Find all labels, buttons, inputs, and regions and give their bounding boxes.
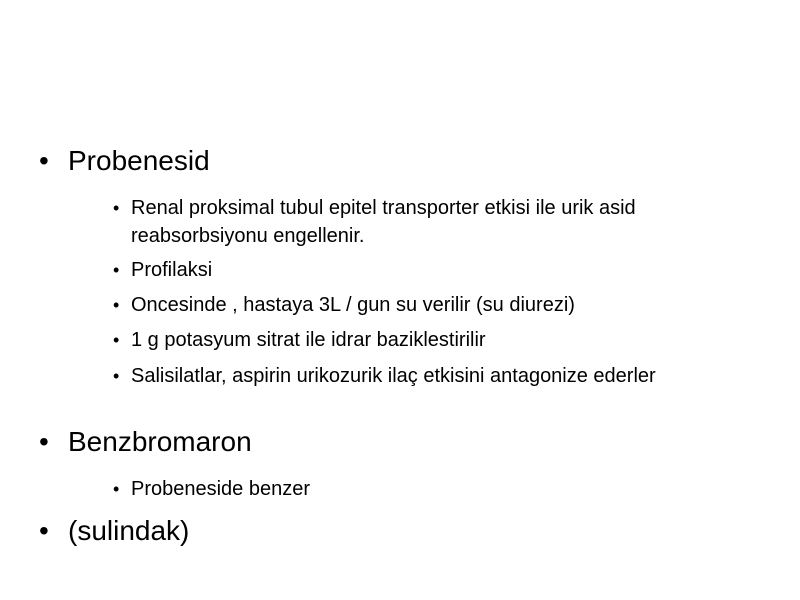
sub-list-item [113,256,753,284]
sub-list-item [113,475,753,503]
sub-list-item-text: Oncesinde , hastaya 3L / gun su verilir (su diurezi) [131,294,575,316]
bullet-icon: • [113,295,120,315]
sub-list-item [113,326,753,354]
sub-list-item [113,291,753,319]
bullet-icon: • [39,426,49,457]
sub-list-item [113,194,753,250]
bullet-icon: • [39,515,49,546]
sub-list-item-text: Profilaksi [131,259,213,281]
list-item-text: (sulindak) [68,515,190,546]
bullet-icon: • [113,198,120,218]
sub-list-item-text: 1 g potasyum sitrat ile idrar baziklestirilir [131,329,486,351]
list-item-text: Benzbromaron [68,426,252,457]
bullet-icon: • [113,479,120,499]
bullet-icon: • [113,260,120,280]
sub-list-item-text: Renal proksimal tubul epitel transporter etkisi ile urik asid reabsorbsiyonu engellenir. [131,197,636,247]
list-item-text: Probenesid [68,145,210,176]
bullet-icon: • [39,145,49,176]
sub-list-item-text: Probeneside benzer [131,478,311,500]
sub-list-item-text: Salisilatlar, aspirin urikozurik ilaç etkisini antagonize ederler [131,365,656,387]
sub-list-item [113,362,713,390]
bullet-icon: • [113,366,120,386]
bullet-icon: • [113,330,120,350]
